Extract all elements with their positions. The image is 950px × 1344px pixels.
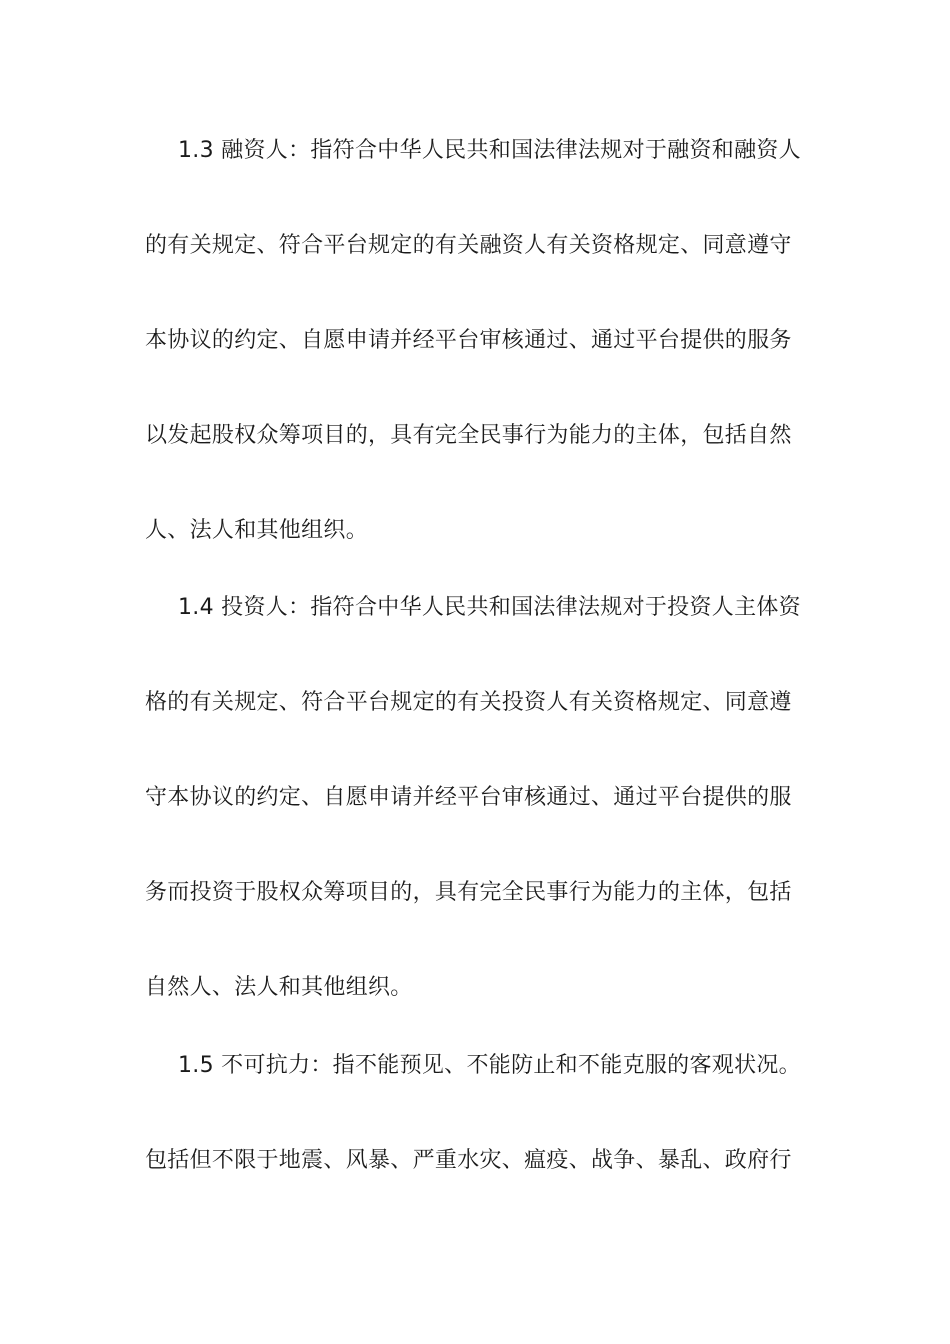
paragraph-line: 1.4 投资人：指符合中华人民共和国法律法规对于投资人主体资: [178, 595, 801, 620]
paragraph-line: 务而投资于股权众筹项目的，具有完全民事行为能力的主体，包括: [145, 880, 792, 905]
paragraph-line: 1.5 不可抗力：指不能预见、不能防止和不能克服的客观状况。: [178, 1053, 801, 1078]
paragraph-line: 人、法人和其他组织。: [145, 518, 369, 543]
paragraph-line: 1.3 融资人：指符合中华人民共和国法律法规对于融资和融资人: [178, 138, 801, 163]
paragraph-line: 的有关规定、符合平台规定的有关融资人有关资格规定、同意遵守: [145, 233, 792, 258]
paragraph-line: 自然人、法人和其他组织。: [145, 975, 413, 1000]
paragraph-line: 格的有关规定、符合平台规定的有关投资人有关资格规定、同意遵: [145, 690, 792, 715]
paragraph-line: 包括但不限于地震、风暴、严重水灾、瘟疫、战争、暴乱、政府行: [145, 1148, 792, 1173]
paragraph-line: 本协议的约定、自愿申请并经平台审核通过、通过平台提供的服务: [145, 328, 792, 353]
paragraph-line: 以发起股权众筹项目的，具有完全民事行为能力的主体，包括自然: [145, 423, 792, 448]
paragraph-line: 守本协议的约定、自愿申请并经平台审核通过、通过平台提供的服: [145, 785, 792, 810]
